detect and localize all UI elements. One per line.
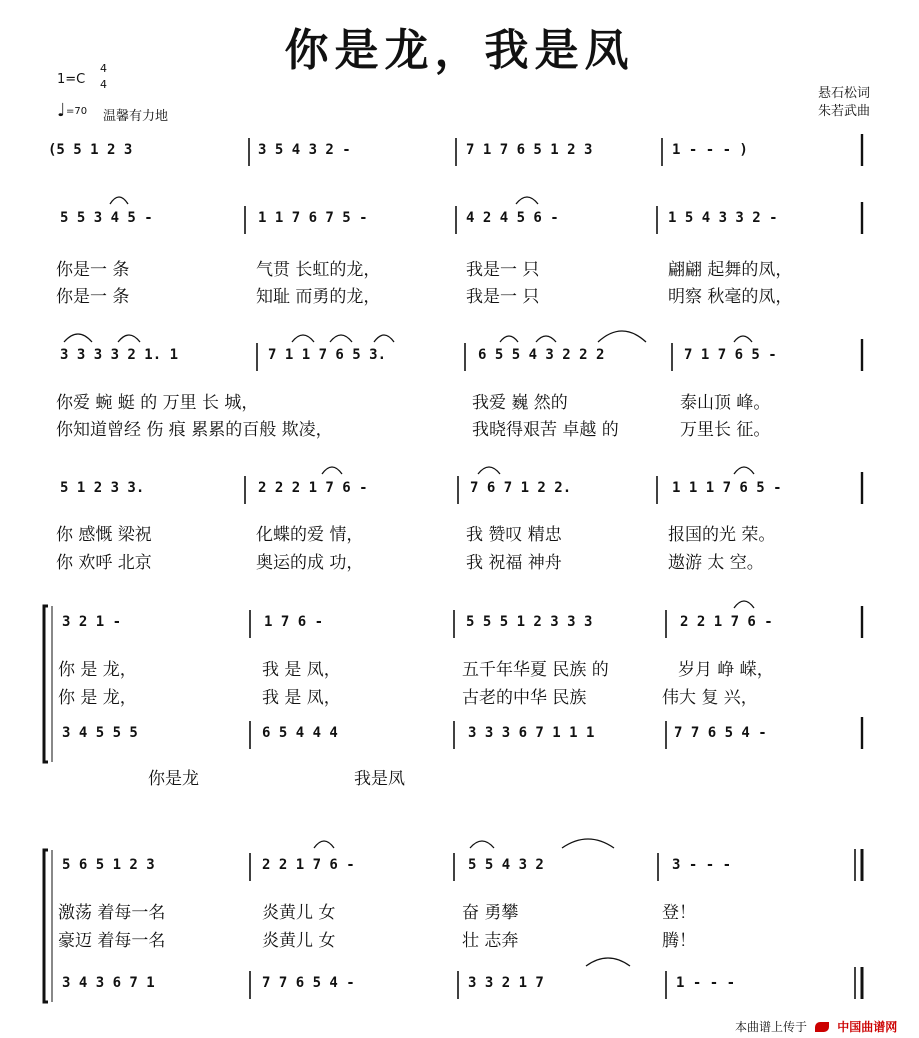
notation-bar: 7 1 7 6 5 -: [684, 347, 777, 363]
notation-bar: 4 2 4 5 6 -: [466, 210, 559, 226]
lyric: 化蝶的爱 情，: [256, 525, 364, 545]
lyric: 五千年华夏 民族 的: [462, 660, 609, 680]
lyric: 你爱 蜿 蜓 的 万里 长 城，: [56, 393, 259, 413]
lyric: 激荡 着每一名: [58, 903, 166, 923]
tempo-marking: =70: [66, 106, 88, 117]
upload-label: 本曲谱上传于: [735, 1020, 808, 1034]
notation-bar: 7 1 7 6 5 1 2 3: [466, 142, 593, 158]
lyric: 炎黄儿 女: [262, 931, 336, 951]
lyric: 岁月 峥 嵘，: [678, 660, 774, 680]
notation-bar: 3 4 5 5 5: [62, 725, 138, 741]
key-signature: 1=C: [57, 72, 86, 87]
notation-bar: 1 1 1 7 6 5 -: [672, 480, 782, 496]
notation-bar: 3 4 3 6 7 1: [62, 975, 155, 991]
notation-bar: 6 5 5 4 3 2 2 2: [478, 347, 605, 363]
lyric: 泰山顶 峰。: [680, 393, 771, 413]
notation-bar: (5 5 1 2 3: [48, 142, 133, 158]
page-title: 你是龙，我是凤: [284, 25, 635, 76]
lyric: 你 感慨 梁祝: [56, 525, 152, 545]
notation-bar: 1 7 6 -: [264, 614, 324, 630]
notation-bar: 7 7 6 5 4 -: [262, 975, 355, 991]
lyric: 明察 秋毫的凤，: [668, 287, 793, 307]
composer-credit: 朱若武曲: [818, 104, 871, 119]
notation-bar: 5 6 5 1 2 3: [62, 857, 155, 873]
notation-bar: 7 6 7 1 2 2.: [470, 480, 572, 496]
lyric: 你 欢呼 北京: [56, 553, 152, 573]
notation-bar: 3 3 2 1 7: [468, 975, 544, 991]
site-brand-link[interactable]: 中国曲谱网: [837, 1020, 898, 1034]
harmony-lyric: 我是凤: [354, 769, 405, 789]
notation-bar: 3 2 1 -: [62, 614, 122, 630]
slurs: [64, 197, 754, 966]
lyric: 壮 志奔: [462, 931, 519, 951]
expression-marking: 温馨有力地: [103, 109, 169, 124]
notation-bar: 6 5 4 4 4: [262, 725, 338, 741]
lyric: 知耻 而勇的龙，: [256, 287, 381, 307]
lyric: 我 是 凤，: [262, 688, 341, 708]
footer: [735, 1016, 897, 1035]
notation-bar: 5 5 5 1 2 3 3 3: [466, 614, 593, 630]
lyric: 我爱 巍 然的: [472, 393, 568, 413]
notation-bar: 7 1 1 7 6 5 3.: [268, 347, 387, 363]
lyric: 奥运的成 功，: [256, 553, 364, 573]
barlines: [245, 134, 862, 999]
lyric: 古老的中华 民族: [462, 688, 587, 708]
harmony-lyric: 你是龙: [148, 769, 199, 789]
lyric: 腾！: [662, 931, 696, 951]
lyric: 我 是 凤，: [262, 660, 341, 680]
lyric: 奋 勇攀: [462, 903, 519, 923]
lyricist-credit: 悬石松词: [818, 86, 871, 101]
quarter-note-icon: ♩: [57, 100, 66, 121]
lyric: 报国的光 荣。: [668, 525, 776, 545]
lyric: 气贯 长虹的龙，: [256, 260, 381, 280]
site-logo-icon: [815, 1022, 829, 1032]
notation-bar: 5 5 4 3 2: [468, 857, 544, 873]
system-brackets: [44, 606, 48, 1002]
lyric: 豪迈 着每一名: [58, 931, 166, 951]
time-signature-bottom: 4: [100, 78, 107, 91]
lyric: 我 祝福 神舟: [466, 553, 562, 573]
lyric: 翩翩 起舞的凤，: [668, 260, 793, 280]
lyric: 我是一 只: [466, 260, 540, 280]
lyric: 我晓得艰苦 卓越 的: [472, 420, 619, 440]
lyric: 我是一 只: [466, 287, 540, 307]
notation-bar: 1 - - - ): [672, 142, 748, 158]
notation-bar: 2 2 2 1 7 6 -: [258, 480, 368, 496]
lyric: 遨游 太 空。: [668, 553, 764, 573]
lyric: 万里长 征。: [680, 420, 771, 440]
notation-bar: 3 3 3 3 2 1. 1: [60, 347, 179, 363]
lyric: 登！: [662, 903, 696, 923]
lyric: 你 是 龙，: [58, 660, 137, 680]
notation-bar: 1 5 4 3 3 2 -: [668, 210, 778, 226]
notation-bar: 3 - - -: [672, 857, 732, 873]
time-signature-top: 4: [100, 62, 107, 75]
notation-bar: 3 5 4 3 2 -: [258, 142, 351, 158]
lyric: 伟大 复 兴，: [662, 688, 758, 708]
notation-bar: 7 7 6 5 4 -: [674, 725, 767, 741]
notation-bar: 1 1 7 6 7 5 -: [258, 210, 368, 226]
notation-bar: 2 2 1 7 6 -: [680, 614, 773, 630]
lyric: 炎黄儿 女: [262, 903, 336, 923]
notation-bar: 5 5 3 4 5 -: [60, 210, 153, 226]
lyric: 你 是 龙，: [58, 688, 137, 708]
notation-bar: 3 3 3 6 7 1 1 1: [468, 725, 595, 741]
lyric: 你知道曾经 伤 痕 累累的百般 欺凌，: [56, 420, 333, 440]
lyric: 你是一 条: [56, 260, 130, 280]
notation-bar: 1 - - -: [676, 975, 736, 991]
notation-bar: 2 2 1 7 6 -: [262, 857, 355, 873]
lyric: 我 赞叹 精忠: [466, 525, 562, 545]
lyric: 你是一 条: [56, 287, 130, 307]
notation-bar: 5 1 2 3 3.: [60, 480, 145, 496]
